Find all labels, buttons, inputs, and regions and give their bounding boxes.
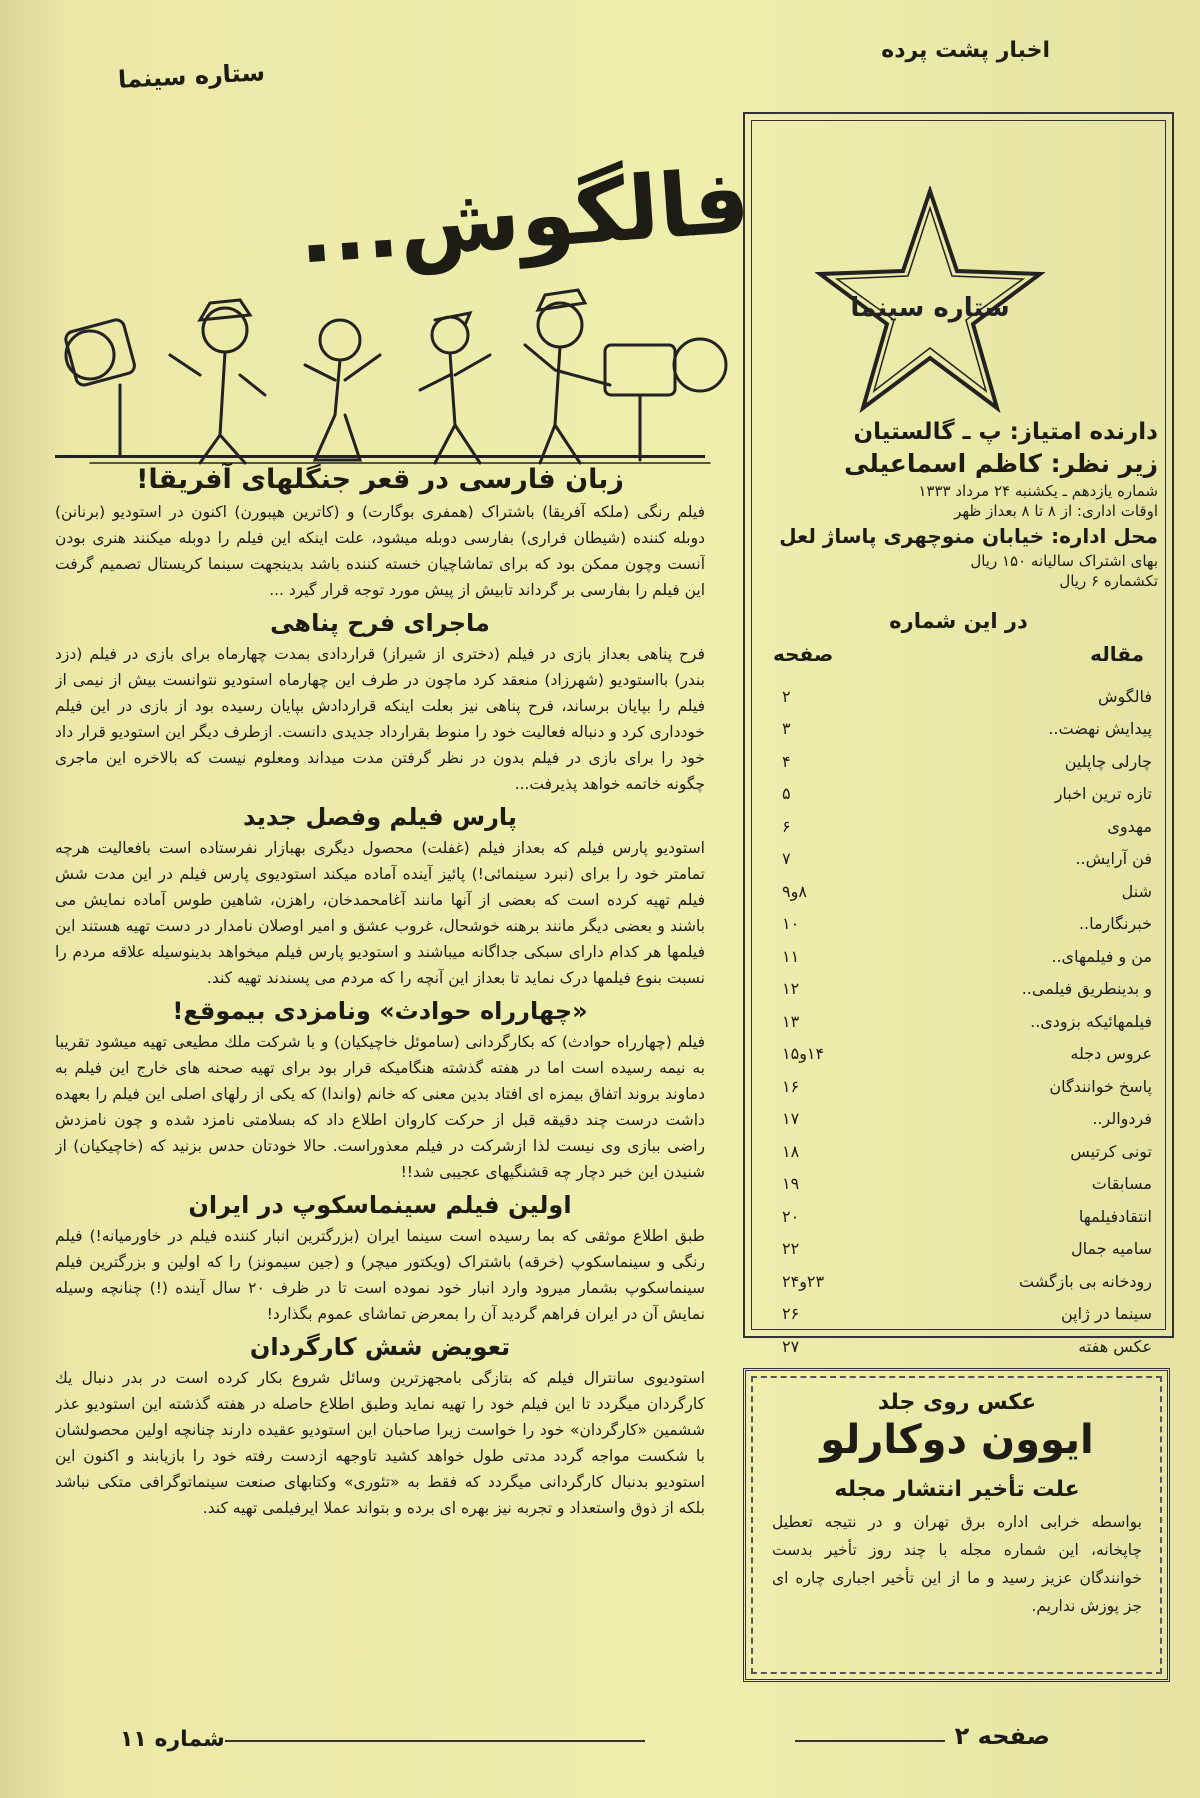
toc-page: ۱۶	[782, 1076, 800, 1096]
toc-page: ۵	[782, 784, 791, 804]
toc-page: ۲۶	[782, 1304, 800, 1324]
masthead	[40, 135, 753, 465]
toc-title: و بدینطریق فیلمی..	[1021, 979, 1152, 999]
section-header: اخبار پشت پرده	[881, 38, 1050, 63]
toc-row[interactable]	[782, 713, 1152, 746]
toc-title: شنل	[1121, 881, 1152, 901]
toc-row[interactable]	[782, 1103, 1152, 1136]
article-text: فیلم رنگی (ملکه آفریقا) باشتراک (همفری بوگارت) و (کاترین هپبورن) اکنون در استودیو (برنانن) دوبله کننده (شیطان فراری) بفارسی دوبله میشود، علت اینکه این فیلم را دوبله میکنند هنری بودن آنست وچون ممکن بود که برای تماشاچیان خسته کننده باشد بدینجهت سینما کریستال تصمیم گرفت این فیلم را بفارسی بر گرداند تابیش از پیش مورد توجه قرار گیرد ...	[55, 503, 705, 599]
toc-page: ۶	[782, 816, 791, 836]
toc-page: ۲۰	[782, 1206, 800, 1226]
article-4	[55, 997, 705, 1185]
article-heading: «چهارراه حوادث» ونامزدی بیموقع!	[172, 997, 588, 1025]
toc-row[interactable]	[782, 1038, 1152, 1071]
toc-title: مسابقات	[1091, 1174, 1152, 1194]
article-text: فیلم (چهارراه حوادث) که بکارگردانی (ساموئل خاچیکیان) و با شرکت ملك مطيعی تهیه میشود تقریبا به نیمه رسیده است اما در هفته گذشته هنگامیکه قرار بود برای تهیه صحنه های خارج این فیلم به دماوند بروند اتفاق بیمزه ای افتاد بدین معنی که خانم (واندا) که یکی از رلهای اصلی این فیلم را بعهده داشت درست چند دقیقه قبل از حرکت کاروان اطلاع داد که بسلامتی نامزد شده و چون نامزدش راضی ببازی وی نیست لذا ازشرکت در فیلم معذوراست. حالا خودتان حدس بزنید که (خاچیکیان) از شنیدن این خبر دچار چه قشنگیهای عجیبی شد!!	[55, 1033, 705, 1181]
delay-notice-title: علت تأخیر انتشار مجله	[834, 1477, 1080, 1502]
toc-row[interactable]	[782, 875, 1152, 908]
cover-star-name: ایوون دوکارلو	[820, 1417, 1094, 1463]
toc-page: ۳	[782, 719, 791, 739]
toc-row[interactable]	[782, 680, 1152, 713]
toc-page: ۱۲	[782, 979, 800, 999]
article-heading: اولین فیلم سینماسکوپ در ایران	[188, 1191, 572, 1219]
toc-title: رودخانه بی بازگشت	[1019, 1271, 1152, 1291]
article-6	[55, 1333, 705, 1521]
toc-title: پاسخ خوانندگان	[1049, 1076, 1152, 1096]
star-logo-icon	[815, 186, 1045, 416]
footer-rule	[225, 1740, 645, 1742]
issue-line: شماره یازدهم ـ یکشنبه ۲۴ مرداد ۱۳۳۳	[918, 482, 1158, 500]
toc-page: ۱۳	[782, 1011, 800, 1031]
single-issue-price: تکشماره ۶ ریال	[1059, 572, 1158, 590]
toc-row[interactable]	[782, 1265, 1152, 1298]
toc-title: انتقادفیلمها	[1078, 1206, 1152, 1226]
editor-line: زیر نظر: کاظم اسماعیلی	[844, 449, 1158, 478]
toc-row[interactable]	[782, 1070, 1152, 1103]
toc-title: تازه ترین اخبار	[1054, 784, 1152, 804]
article-text: استودیو پارس فیلم که بعداز فیلم (غفلت) محصول دیگری بهبازار نفرستاده است بافعالیت هرچه تمامتر خود را برای (نبرد سینمائی!) پائیز آینده آماده میکند استودیوی پارس فیلم در این مدت شش فیلم تهیه کرده است که بعضی از آنها مانند آغامحمدخان، راهزن، شاهین طوس آماده نمایش می باشند و بعضی دیگر مانند برهنه خوشحال، غروب عشق و امیر اوصلان نامدار در دست تهیه هستند این فیلمها هر کدام دارای سبکی جداگانه میباشند و استودیو پارس فیلم میخواهد بدینوسیله علاقه مردم را نسبت بنوع فیلمها درک نماید تا بعداز این آنچه را که مردم می پسندند تهیه کند.	[55, 839, 705, 987]
subscription-line: بهای اشتراک سالیانه ۱۵۰ ریال	[970, 552, 1158, 570]
toc-page: ۱۴و۱۵	[782, 1044, 825, 1064]
article-text: فرح پناهی بعداز بازی در فیلم (دختری از شیراز) قراردادی بمدت چهارماه برای بازی در فیلم (دزد بندر) بااستودیو (شهرزاد) منعقد کرد ماچون در طرف این چهارماه استودیو نتوانست بیش از نیمی از فیلم را بپایان برساند، فرح پناهی نیز بعلت اینکه قراردادش بپایان رسیده بود از بازی در این فیلم خودداری کرد و دنباله فعالیت خود را منوط بقرارداد جدیدی دانست. ازطرف دیگر این استودیو قرار داد خود را برای بازی در فیلم بدون در نظر گرفتن مدت میداند ومعلوم نیست که بالاخره این ماجری چگونه خاتمه خواهد پذیرفت...	[55, 645, 705, 793]
toc-title: پیدایش نهضت..	[1048, 719, 1152, 739]
toc-title: عکس هفته	[1078, 1336, 1152, 1356]
toc-row[interactable]	[782, 843, 1152, 876]
toc-title: عروس دجله	[1070, 1044, 1152, 1064]
toc-page: ۱۹	[782, 1174, 800, 1194]
cartoon-illustration	[50, 285, 750, 465]
toc-title: فیلمهائیکه بزودی..	[1030, 1011, 1152, 1031]
toc-page: ۱۷	[782, 1109, 800, 1129]
toc-title: مهدوی	[1107, 816, 1152, 836]
toc-page: ۲	[782, 686, 791, 706]
article-heading: پارس فیلم وفصل جدید	[243, 803, 517, 831]
toc-page: ۱۱	[782, 946, 800, 966]
article-heading: ماجرای فرح پناهی	[270, 609, 490, 637]
toc-title: فردوالر..	[1092, 1109, 1152, 1129]
page-number: صفحه ۲	[954, 1722, 1050, 1750]
toc-page: ۱۸	[782, 1141, 800, 1161]
toc-row[interactable]	[782, 1298, 1152, 1331]
article-1	[55, 464, 705, 603]
toc-title: تونی کرتیس	[1070, 1141, 1152, 1161]
article-text: استودیوی سانترال فیلم که بتازگی بامجهزترین وسائل شروع بکار کرده است در بدر دنبال یك کارگردان میگردد تا این فیلم خود را تهیه نماید وطبق اطلاع حاصله در هفته گذشته این استودیو عذر ششمین «کارگردان» خود را خواست زیرا صاحبان این استودیو عقیده دارند چنانچه اولین محصولشان با شکست مواجه گردد مدتی طول خواهد کشید تاوجهه ازدست رفته خود را بازیابند و اکنون این استودیو بدنبال کارگردانی میگردد که فقط به «تئوری» وکتابهای صنعت سینماتوگرافی متکی نباشد بلکه از ذوق واستعداد و تجربه نیز بهره ای برده و بتواند عملا ایرفیلمی تهیه کند.	[55, 1369, 705, 1517]
toc-row[interactable]	[782, 940, 1152, 973]
cover-label: عکس روی جلد	[877, 1390, 1037, 1415]
toc-row[interactable]	[782, 973, 1152, 1006]
footer-rule	[795, 1740, 945, 1742]
owner-line: دارنده امتیاز: پ ـ گالستیان	[853, 419, 1158, 445]
toc-title: من و فیلمهای..	[1051, 946, 1152, 966]
article-5	[55, 1191, 705, 1327]
toc-title: چارلی چاپلین	[1064, 751, 1152, 771]
toc-row[interactable]	[782, 745, 1152, 778]
toc-title: فالگوش	[1097, 686, 1152, 706]
article-heading: زبان فارسی در قعر جنگلهای آفریقا!	[136, 464, 624, 495]
address-line: محل اداره: خیابان منوچهری پاساژ لعل	[779, 524, 1158, 548]
table-of-contents	[782, 680, 1152, 1363]
imprint-details	[758, 419, 1158, 592]
divider	[55, 455, 705, 458]
toc-row[interactable]	[782, 1135, 1152, 1168]
article-heading: تعویض شش کارگردان	[249, 1333, 511, 1361]
article-3	[55, 803, 705, 991]
contents-col-article: مقاله	[1090, 642, 1144, 666]
toc-page: ۱۰	[782, 914, 800, 934]
toc-page: ۲۲	[782, 1239, 800, 1259]
office-hours-line: اوقات اداری: از ۸ تا ۸ بعداز ظهر	[954, 502, 1158, 520]
toc-title: خبرنگارما..	[1078, 914, 1152, 934]
magazine-name-header: ستاره سینما	[117, 58, 266, 94]
cover-content	[772, 1390, 1142, 1620]
toc-title: سامیه جمال	[1071, 1239, 1152, 1259]
article-2	[55, 609, 705, 797]
contents-title: در این شماره	[889, 609, 1028, 633]
toc-title: فن آرایش..	[1075, 849, 1152, 869]
toc-page: ۸و۹	[782, 881, 807, 901]
toc-page: ۲۳و۲۴	[782, 1271, 825, 1291]
toc-row[interactable]	[782, 1330, 1152, 1363]
issue-number: شماره ۱۱	[120, 1727, 225, 1752]
toc-page: ۴	[782, 751, 791, 771]
masthead-title: فالگوش...	[294, 149, 753, 284]
toc-row[interactable]	[782, 810, 1152, 843]
toc-row[interactable]	[782, 1200, 1152, 1233]
toc-row[interactable]	[782, 908, 1152, 941]
delay-notice-text: بواسطه خرابی اداره برق تهران و در نتیجه تعطیل چاپخانه، این شماره مجله با چند روز تأخیر بدست خوانندگان عزیز رسید و ما از این تأخیر اجباری چاره ای جز پوزش نداریم.	[772, 1513, 1142, 1615]
imprint-box	[743, 112, 1174, 1356]
article-text: طبق اطلاع موثقی که بما رسیده است سینما ایران (بزرگترین انبار کننده فیلم در خاورمیانه!) فیلم رنگی و سینماسکوپ (خرقه) باشتراک (ویکتور میچر) و (جین سیمونز) را که اولین و بزرگترین فیلم سینماسکوپ بشمار میرود وارد انبار خود نموده است تا در ظرف ۲۰ سال آینده (!) چنانچه وسیله نمایش آن در ایران فراهم گردید آن را بمعرض تماشای عموم بگذارد!	[55, 1227, 705, 1323]
toc-row[interactable]	[782, 1233, 1152, 1266]
cover-notice-box	[743, 1368, 1170, 1682]
toc-row[interactable]	[782, 778, 1152, 811]
toc-row[interactable]	[782, 1168, 1152, 1201]
news-column	[55, 455, 705, 1735]
toc-title: سینما در ژاپن	[1060, 1304, 1152, 1324]
logo-text: ستاره سینما	[850, 293, 1010, 323]
contents-col-page: صفحه	[773, 642, 834, 666]
toc-row[interactable]	[782, 1005, 1152, 1038]
toc-page: ۷	[782, 849, 791, 869]
toc-page: ۲۷	[782, 1336, 800, 1356]
